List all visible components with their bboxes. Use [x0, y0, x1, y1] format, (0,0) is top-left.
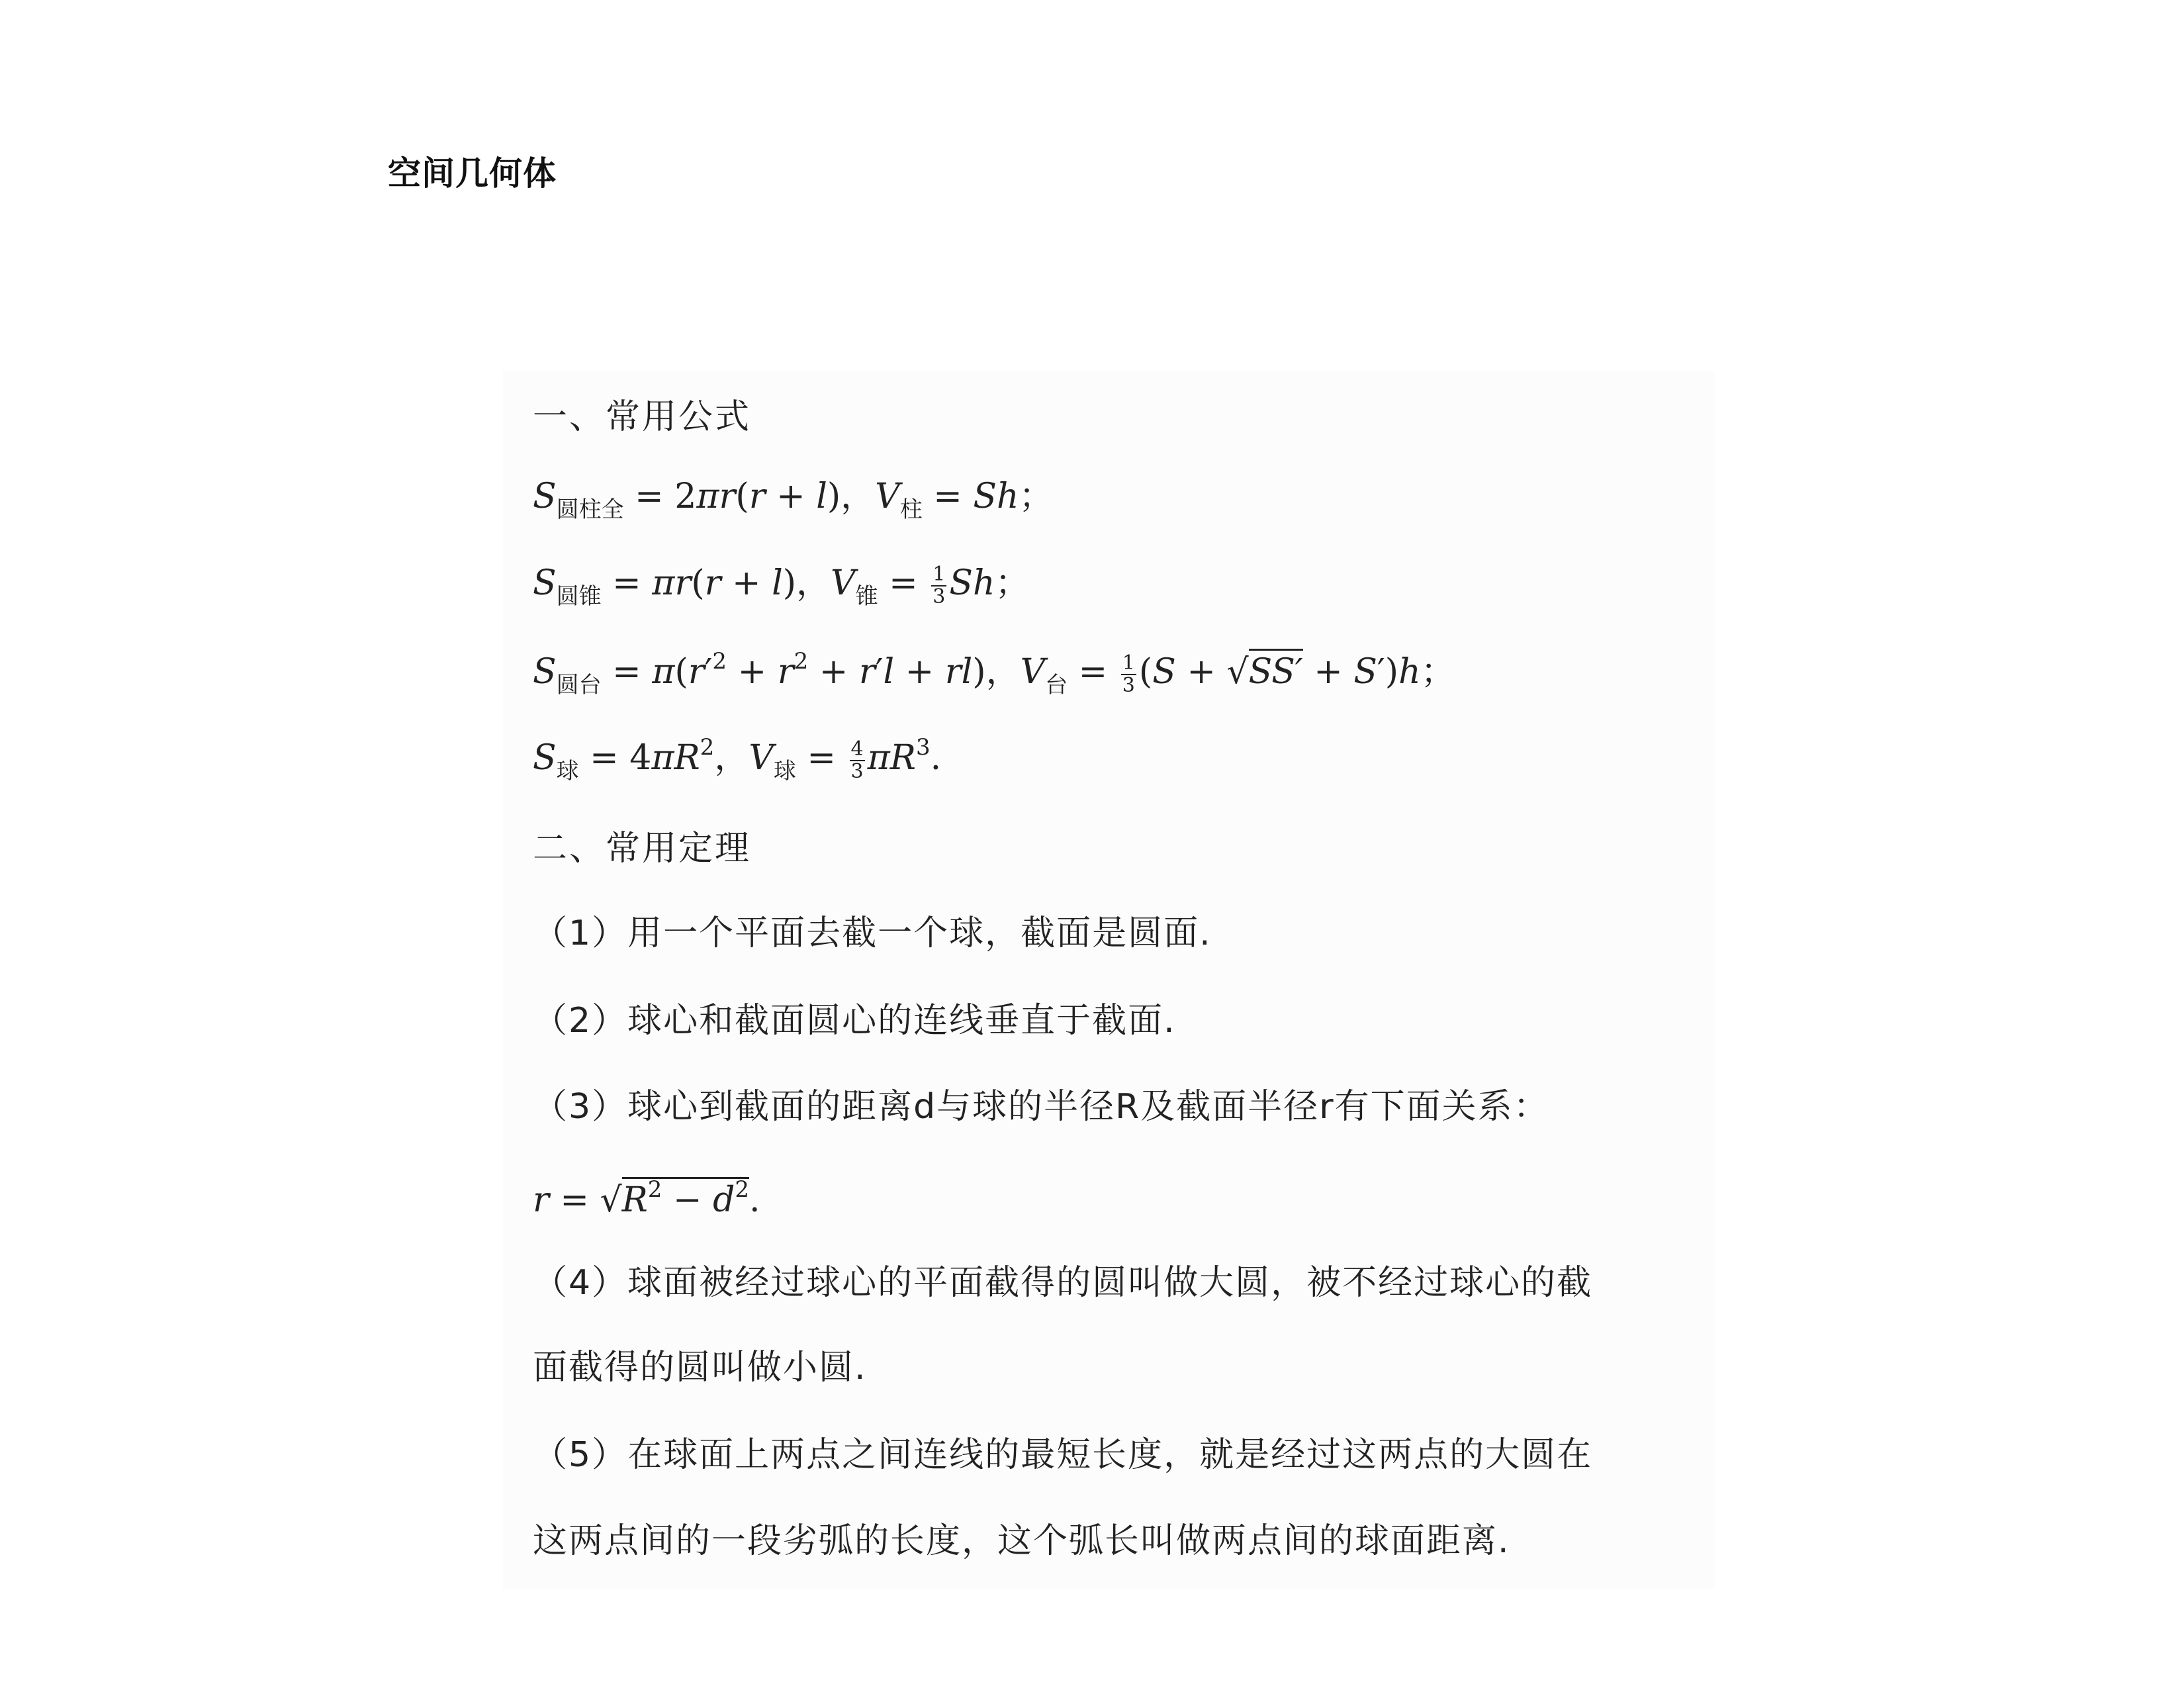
formula-cone: $S_{圆锥} = \pi r(r + l)$，$V_锥$ = $\frac{1}{3}$ Sh； [533, 563, 1030, 610]
page-title: 空间几何体 [388, 154, 557, 193]
formula-cylinder: $S_{圆柱全} = 2\pi r(r + l)$，$V_柱 = Sh$； [533, 477, 1054, 523]
theorem-3-formula: $r = √R^2 - d^2$. [533, 1176, 760, 1220]
theorem-2: （2）球心和截面圆心的连线垂直于截面. [533, 1001, 1176, 1041]
theorem-3: （3）球心到截面的距离d与球的半径R及截面半径r有下面关系： [533, 1087, 1549, 1127]
content-block [503, 371, 1714, 1589]
section-heading-formulas: 一、常用公式 [533, 397, 752, 437]
theorem-5-line-2: 这两点间的一段劣弧的长度，这个弧长叫做两点间的球面距离. [533, 1521, 1510, 1561]
section-heading-theorems: 二、常用定理 [533, 829, 752, 868]
formula-frustum: $S_{圆台} = \pi(r'^2 + r^2 + r'l + rl)$，$V_台$ = $\frac{1}{3}$ (S + √SS′ + S′)h； [533, 648, 1455, 698]
theorem-4-line-2: 面截得的圆叫做小圆. [533, 1348, 867, 1387]
formula-sphere: $S_球 = 4\pi R^2$，$V_球$ = $\frac{4}{3}$ $\pi R^3$. [533, 734, 942, 784]
theorem-4-line-1: （4）球面被经过球心的平面截得的圆叫做大圆，被不经过球心的截 [533, 1263, 1593, 1303]
theorem-1: （1）用一个平面去截一个球，截面是圆面. [533, 914, 1212, 953]
theorem-5-line-1: （5）在球面上两点之间连线的最短长度，就是经过这两点的大圆在 [533, 1435, 1593, 1475]
